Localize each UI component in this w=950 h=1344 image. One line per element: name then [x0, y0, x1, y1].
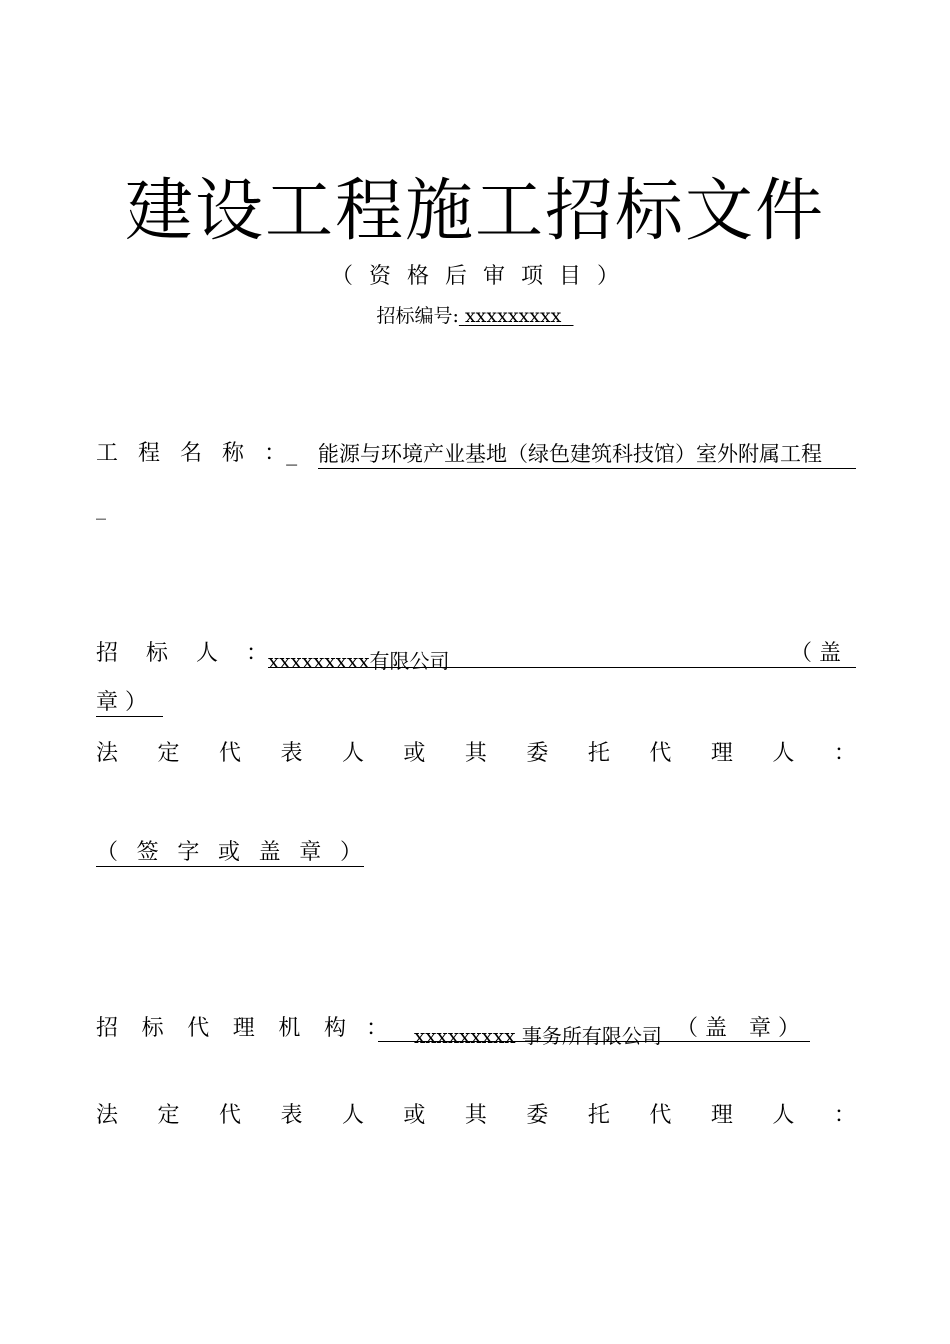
agency-label: 招 标 代 理 机 构 [96, 1016, 346, 1041]
subtitle-char: 项 [521, 264, 544, 289]
bid-number [0, 307, 950, 326]
agency-seal: （ 盖 章 ） [676, 1016, 800, 1041]
bid-number-label: 招标编号: [376, 305, 459, 327]
agency-legal-representative-line: 法 定 代 表 人 或 其 委 托 代 理 人 ： [96, 1103, 856, 1128]
signature-underline [96, 866, 364, 867]
agency-underline [378, 1041, 810, 1042]
document-title: 建设工程施工招标文件 [124, 172, 825, 251]
tenderer-underline [268, 667, 856, 668]
project-name-underline [318, 468, 856, 469]
agency-value: xxxxxxxxx 事务所有限公司 [414, 1024, 662, 1048]
bid-number-value: xxxxxxxxx [464, 305, 562, 327]
tenderer-seal-open: （ 盖 [790, 641, 841, 666]
subtitle-char: 审 [483, 264, 506, 289]
agency-colon: ： [366, 1016, 389, 1041]
subtitle-char: 目 [559, 264, 582, 289]
project-name-line [96, 443, 297, 465]
project-name-trail: _ [96, 496, 106, 520]
project-name-value: 能源与环境产业基地（绿色建筑科技馆）室外附属工程 [318, 442, 822, 466]
subtitle-char: ） [597, 264, 620, 289]
project-name-label: 工 程 名 称 [96, 441, 245, 466]
subtitle-char: 格 [406, 264, 429, 289]
tenderer-value: xxxxxxxxx有限公司 [268, 649, 450, 673]
tenderer-seal-close: 章 ） [96, 690, 147, 715]
legal-representative-line: 法 定 代 表 人 或 其 委 托 代 理 人 ： [96, 741, 856, 766]
subtitle-char: （ [330, 264, 353, 289]
subtitle-char: 资 [368, 264, 391, 289]
tenderer-label: 招 标 人 ： [96, 641, 268, 666]
document-subtitle [0, 266, 950, 288]
project-name-colon: ：_ [264, 441, 298, 466]
subtitle-char: 后 [444, 264, 467, 289]
signature-line: （ 签 字 或 盖 章 ） [96, 840, 362, 865]
tenderer-seal-underline [96, 716, 163, 717]
